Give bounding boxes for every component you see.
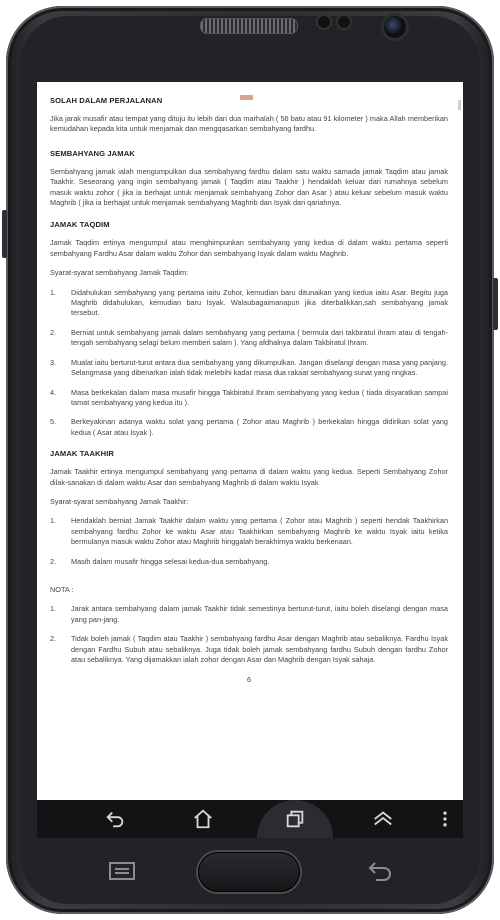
recent-apps-button[interactable] xyxy=(273,800,317,838)
power-button xyxy=(493,278,498,330)
home-icon xyxy=(192,808,214,830)
hardware-menu-key[interactable] xyxy=(108,860,136,882)
navigation-bar xyxy=(37,800,463,838)
list-item: 1. Jarak antara sembahyang dalam jamak Taakhir tidak semestinya berturut-turut, iaitu boleh diselangi dengan masa yang pan-jang. xyxy=(50,604,448,624)
volume-button xyxy=(2,210,7,258)
scrollbar[interactable] xyxy=(458,100,461,110)
proximity-sensor xyxy=(318,16,330,28)
paragraph: Sembahyang jamak ialah mengumpulkan dua sembahyang fardhu dalam satu waktu samada jamak Taqdim atau jamak Taakhir. Seseorang yang ingin sembahyang jamak ( Taqdim atau Taakhir ) hendaklah keluar dari rumahnya sebelum masuk waktu zohor ( jika ia berhajat untuk menjamak sembahyang Zohor dan Asar ) atau keluar sebelum masuk waktu Maghrib ( jika ia berhajat untuk menjamak sembahyang Maghrib dan Isyak dari qariahnya. xyxy=(50,166,448,208)
section-title: JAMAK TAQDIM xyxy=(50,220,110,230)
overflow-menu-button[interactable] xyxy=(435,800,455,838)
home-button[interactable] xyxy=(181,800,225,838)
hardware-home-button[interactable] xyxy=(198,852,300,892)
page-number: 6 xyxy=(246,675,252,685)
screen[interactable] xyxy=(37,82,463,800)
light-sensor xyxy=(338,16,350,28)
menu-dots-icon xyxy=(435,808,455,830)
list-item: 1. Didahulukan sembahyang yang pertama iaitu Zohor, kemudian baru ditunaikan yang kedua iaitu Asar. Begitu juga Maghrib didahulukan, kemudian baru Isyak. Walaubagaimanapun jika diterbalikkan,sah sembahyang jamak tersebut. xyxy=(50,287,448,318)
front-camera xyxy=(384,16,406,38)
list-item: 1. Hendaklah berniat Jamak Taakhir dalam waktu yang pertama ( Zohor atau Maghrib ) seperti hendak Taakhirkan sembahyang fardhu Zohor ke waktu Asar atau Taakhirkan sembahyang Maghrib ke waktu Isyak iaitu ketika bermulanya masuk waktu Zohor atau Maghrib hinggalah berakhirnya waktu berkenaan. xyxy=(50,516,448,547)
list-item: 4. Masa berkekalan dalam masa musafir hingga Takbiratul Ihram sembahyang yang kedua ( tiada disyaratkan sampai tamat sembahyang yang kedua itu ). xyxy=(50,387,448,407)
hardware-back-icon xyxy=(366,860,394,882)
paragraph: Jamak Taakhir ertinya mengumpul sembahyang yang pertama di dalam waktu yang kedua. Seperti Sembahyang Zohor dilak-sanakan di dalam waktu Asar dan sembahyang Maghrib di dalam waktu Isyak xyxy=(50,467,448,487)
note-heading: NOTA : xyxy=(50,584,74,594)
earpiece-speaker xyxy=(200,18,298,34)
recent-apps-icon xyxy=(284,808,306,830)
up-chevron-icon xyxy=(372,808,394,830)
paragraph: Jamak Taqdim ertinya mengumpul atau menghimpunkan sembahyang yang kedua di dalam waktu pertama seperti sembahyang Fardhu Asar dalam waktu Zohor dan sembahyang Isyak dalam waktu Maghrib. xyxy=(50,238,448,258)
back-icon xyxy=(104,808,126,830)
hardware-back-key[interactable] xyxy=(366,860,394,882)
list-item: 2. Masih dalam musafir hingga selesai kedua-dua sembahyang. xyxy=(50,556,270,566)
expand-button[interactable] xyxy=(361,800,405,838)
hardware-menu-icon xyxy=(108,860,136,882)
list-heading: Syarat-syarat sembahyang Jamak Taakhir: xyxy=(50,496,189,506)
back-button[interactable] xyxy=(93,800,137,838)
list-item: 2. Berniat untuk sembahyang jamak dalam sembahyang yang pertama ( bermula dari takbiratul ihram atau di tengah-tengah sembahyang selagi belum memberi salam ). Yang afdhalnya dalam Takbiratul Ihram. xyxy=(50,327,448,348)
section-title: SOLAH DALAM PERJALANAN xyxy=(50,96,163,105)
list-item: 5. Berkeyakinan adanya waktu solat yang pertama ( Zohor atau Maghrib ) berkekalan hingga didirikan solat yang kedua ( Asar atau Isyak ). xyxy=(50,417,448,437)
paragraph: Jika jarak musafir atau tempat yang dituju itu lebih dari dua marhalah ( 56 batu atau 91 kilometer ) maka Allah memberikan kemudahan kepada kita untuk menjamak dan mengqasarkan sembahyang fardhu. xyxy=(50,114,448,134)
list-item: 2. Tidak boleh jamak ( Taqdim atau Taakhir ) sembahyang fardhu Asar dengan Maghrib atau sebaliknya. Fardhu Isyak dengan Fardhu Subuh atau sebaliknya. Juga tidak boleh jamak sembahyang fardhu Subuh dengan fardhu Zohor atau sebaliknya. Yang dijamakkan ialah zohor dengan Asar dan Maghrib dengan Isyak sahaja. xyxy=(50,634,448,664)
section-title: SEMBAHYANG JAMAK xyxy=(50,148,135,158)
document-page xyxy=(50,96,448,684)
list-heading: Syarat-syarat sembahyang Jamak Taqdim: xyxy=(50,268,189,278)
list-item: 3. Mualat iaitu berturut-turut antara dua sembahyang yang dikumpulkan. Jangan diselangi dengan masa yang panjang. Selangmasa yang dibenarkan ialah tidak melebihi kadar masa dua rakaat sembahyang sunat yang ringkas. xyxy=(50,357,448,378)
section-title: JAMAK TAAKHIR xyxy=(50,449,115,459)
